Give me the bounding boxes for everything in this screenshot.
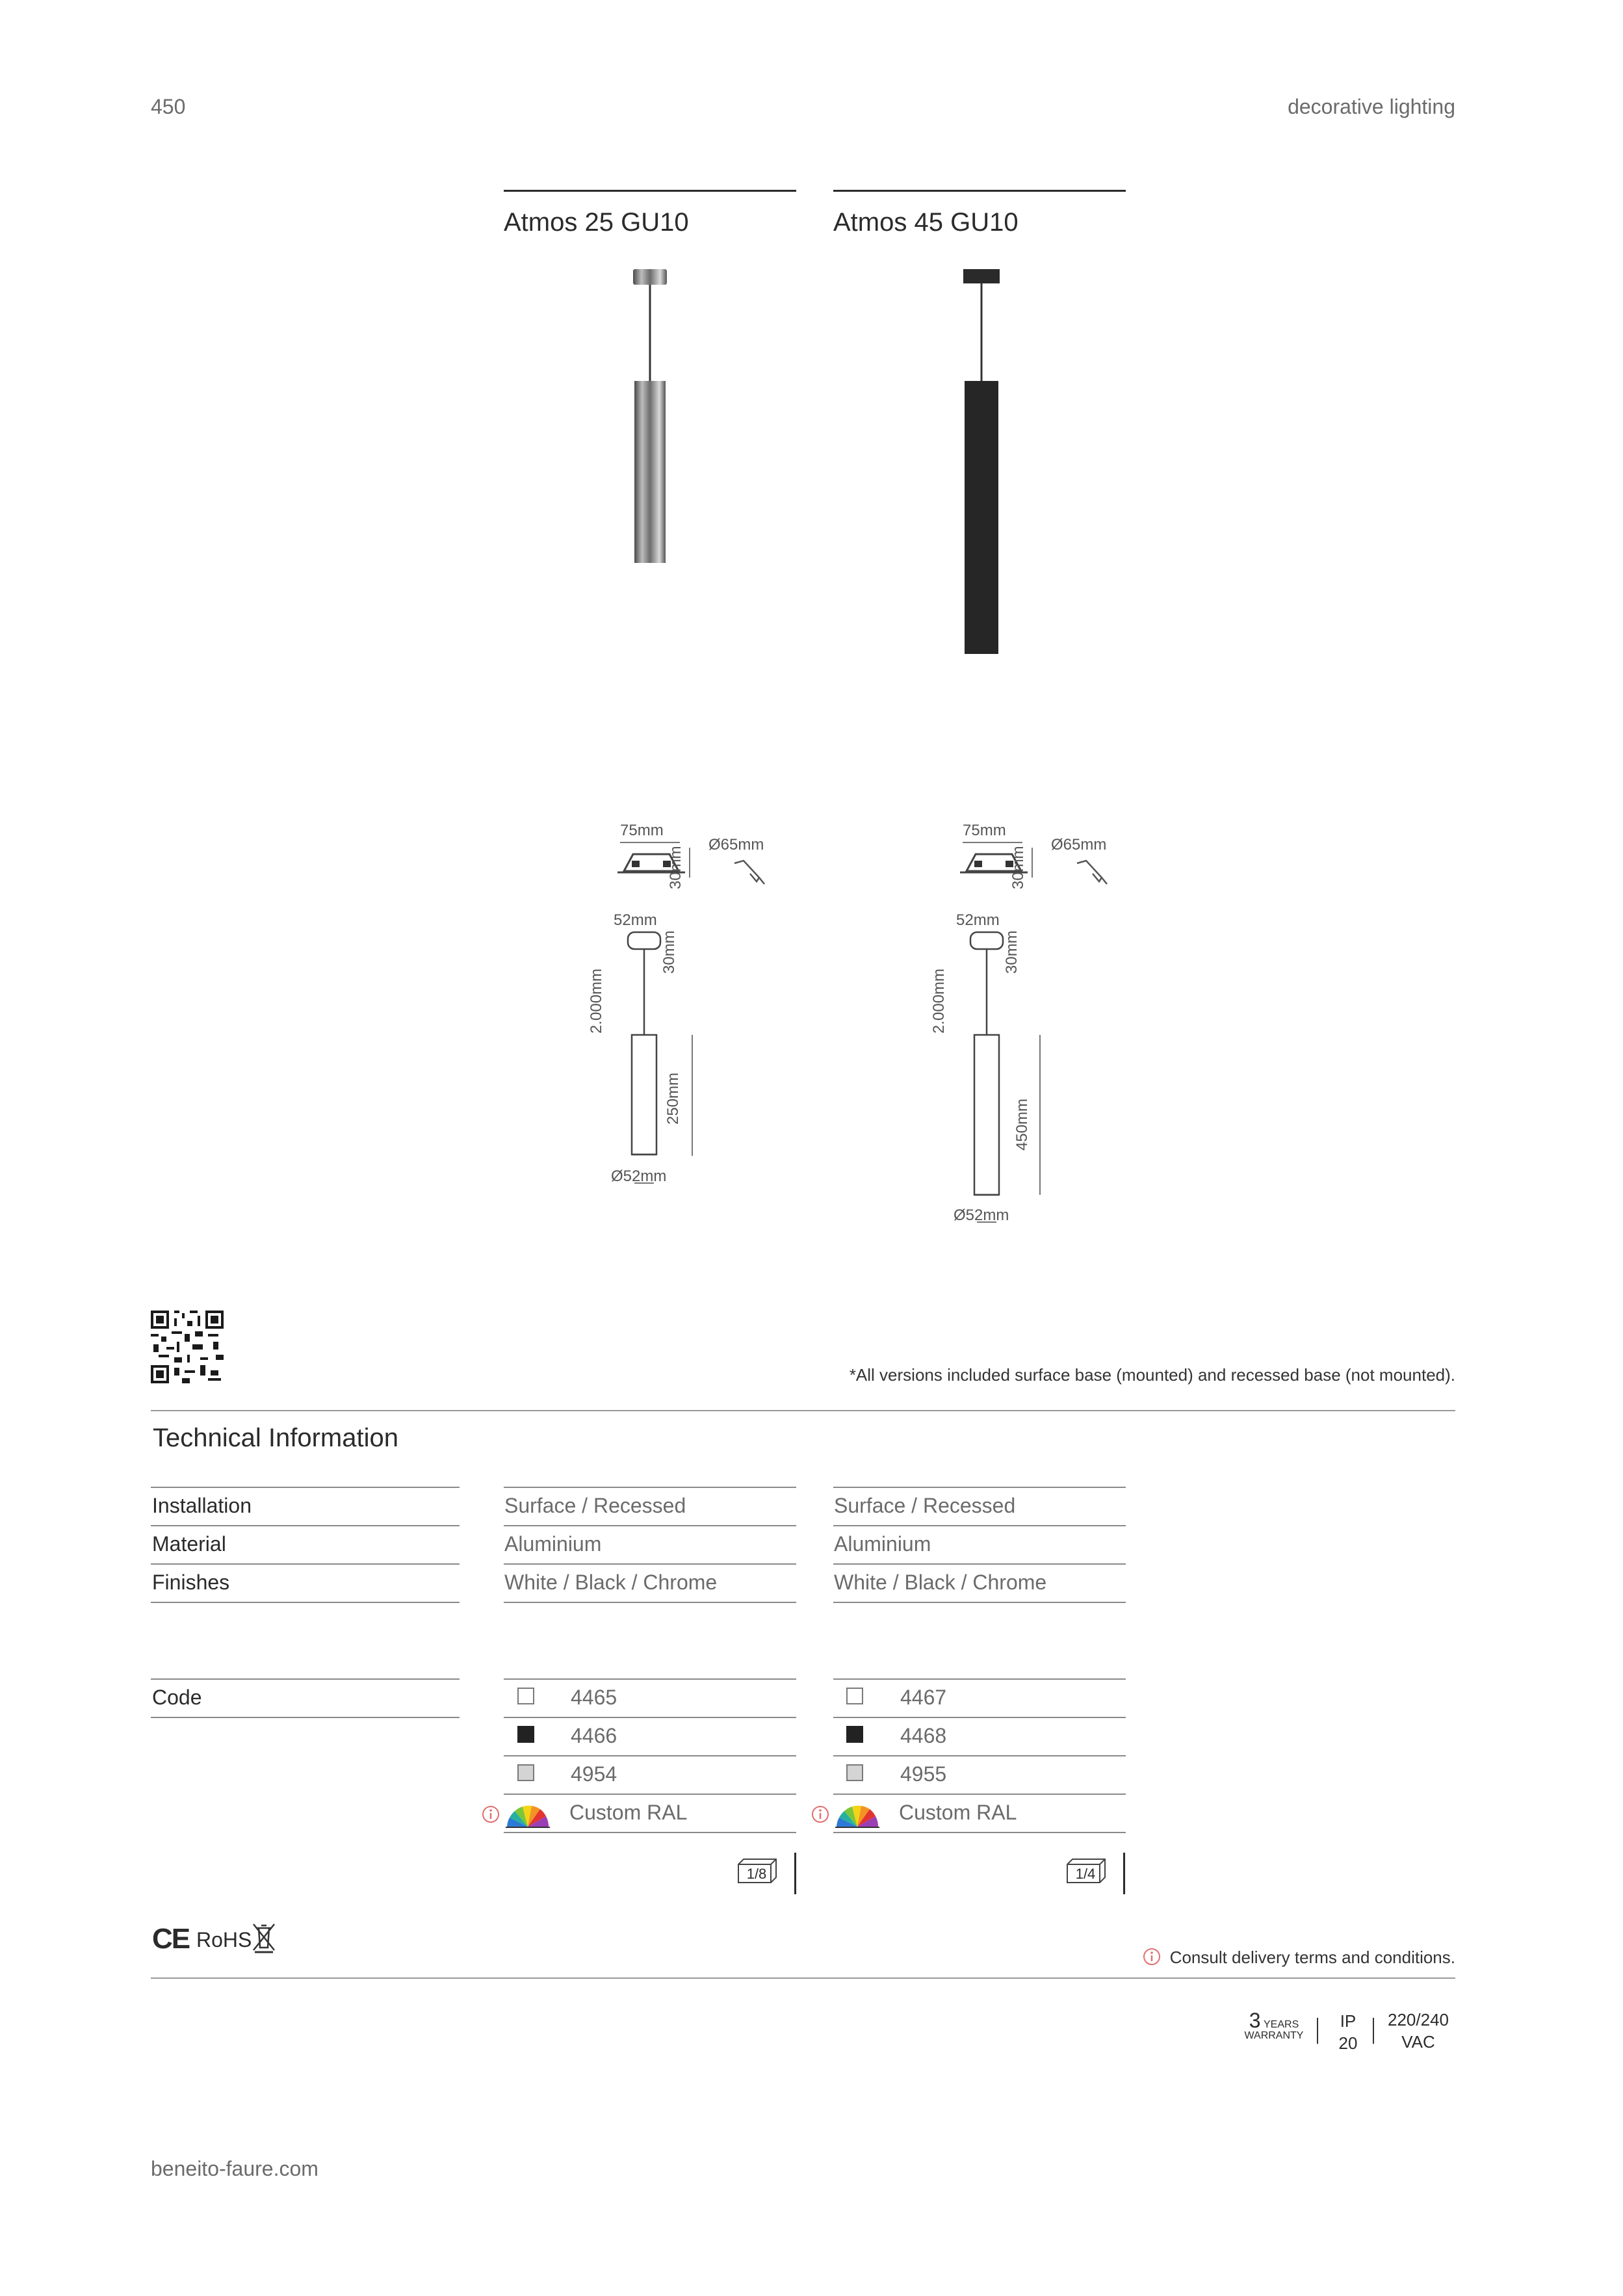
tech-info-title: Technical Information [153,1424,398,1452]
row-rule [504,1487,796,1488]
product-image-black [949,260,1014,663]
dim-body-diameter: Ø52mm [954,1207,1009,1224]
row-rule [151,1487,460,1488]
warranty-badge [1238,2009,1310,2044]
row-rule [504,1717,796,1718]
dim-canopy-width: 52mm [614,911,657,929]
row-rule [833,1678,1126,1680]
info-icon[interactable] [1143,1948,1161,1966]
dim-cutout: Ø65mm [1051,836,1107,854]
versions-note: *All versions included surface base (mounted) and recessed base (not mounted). [849,1365,1455,1385]
section-title: decorative lighting [1288,95,1455,118]
value-material-2: Aluminium [834,1532,931,1556]
code-chrome-1: 4954 [571,1762,617,1786]
row-rule [151,1717,460,1718]
label-material: Material [152,1532,226,1556]
row-rule [504,1832,796,1833]
voltage-rating [1382,2009,1455,2053]
rohs-mark: RoHS [196,1928,252,1951]
voltage-value: 220/240 [1388,2010,1449,2029]
dim-line [689,1035,695,1158]
website-link[interactable]: beneito-faure.com [151,2157,318,2180]
dim-body-length: 250mm [664,1072,682,1125]
row-rule [504,1755,796,1756]
dim-line [1037,1035,1043,1197]
code-white-2: 4467 [900,1686,947,1709]
spring-clip-icon [1073,858,1112,891]
bottom-divider [151,1977,1455,1979]
dim-cutout: Ø65mm [708,836,764,854]
ip-value: 20 [1338,2033,1358,2053]
dimension-drawing-2 [928,813,1188,1268]
value-finishes-1: White / Black / Chrome [504,1571,718,1594]
weee-bin-icon [251,1922,277,1954]
pack-bar [794,1853,796,1894]
row-rule [504,1525,796,1526]
custom-ral-1: Custom RAL [569,1801,688,1824]
dim-base-height: 30mm [1009,846,1027,889]
label-installation: Installation [152,1494,252,1517]
row-rule [833,1602,1126,1603]
pack-bar [1123,1853,1125,1894]
code-chrome-2: 4955 [900,1762,947,1786]
color-fan-icon [834,1801,881,1829]
dim-cable: 2.000mm [588,968,605,1034]
row-rule [833,1563,1126,1565]
dim-body-length: 450mm [1013,1098,1031,1151]
value-installation-2: Surface / Recessed [834,1494,1016,1517]
dim-line [686,848,693,887]
ce-mark: CE [152,1923,190,1955]
section-divider [151,1410,1455,1411]
page-number: 450 [151,95,186,118]
consult-note: Consult delivery terms and conditions. [1169,1948,1455,1967]
info-icon[interactable] [482,1805,500,1823]
row-rule [151,1525,460,1526]
code-black-2: 4468 [900,1724,947,1747]
swatch-chrome [846,1764,863,1781]
code-white-1: 4465 [571,1686,617,1709]
row-rule [833,1794,1126,1795]
dim-canopy-height: 30mm [1003,930,1020,974]
warranty-unit: YEARS [1264,2019,1299,2030]
custom-ral-2: Custom RAL [899,1801,1017,1824]
value-finishes-2: White / Black / Chrome [834,1571,1047,1594]
code-black-1: 4466 [571,1724,617,1747]
swatch-black [517,1726,534,1743]
row-rule [151,1678,460,1680]
warranty-label: WARRANTY [1244,2030,1304,2041]
pack-quantity-1: 1/8 [746,1866,767,1882]
row-rule [504,1563,796,1565]
dimension-drawing-1 [585,813,845,1242]
voltage-unit: VAC [1401,2032,1435,2052]
qr-code[interactable] [151,1311,224,1383]
row-rule [151,1602,460,1603]
value-material-1: Aluminium [504,1532,602,1556]
row-rule [504,1678,796,1680]
row-rule [151,1563,460,1565]
dim-canopy-height: 30mm [660,930,678,974]
dim-canopy-width: 52mm [956,911,1000,929]
info-icon[interactable] [811,1805,829,1823]
label-finishes: Finishes [152,1571,230,1594]
row-rule [833,1525,1126,1526]
warranty-years: 3 [1249,2009,1261,2032]
swatch-chrome [517,1764,534,1781]
row-rule [833,1487,1126,1488]
dim-base-width: 75mm [963,822,1006,839]
label-code: Code [152,1686,202,1709]
ip-label: IP [1340,2011,1357,2031]
row-rule [833,1832,1126,1833]
value-installation-1: Surface / Recessed [504,1494,686,1517]
dim-body-diameter: Ø52mm [611,1168,667,1185]
product-title-1: Atmos 25 GU10 [504,208,689,237]
swatch-black [846,1726,863,1743]
ip-rating [1329,2010,1368,2054]
spec-separator [1373,2018,1374,2044]
row-rule [504,1602,796,1603]
product-image-chrome [617,260,682,572]
pendant-outline-drawing [968,928,1007,1253]
spring-clip-icon [731,858,770,891]
row-rule [833,1755,1126,1756]
title-rule-2 [833,190,1126,192]
swatch-white [846,1688,863,1704]
product-title-2: Atmos 45 GU10 [833,208,1019,237]
dim-line [1029,848,1035,887]
row-rule [504,1794,796,1795]
title-rule-1 [504,190,796,192]
color-fan-icon [504,1801,551,1829]
dim-base-width: 75mm [620,822,664,839]
spec-separator [1317,2018,1318,2044]
swatch-white [517,1688,534,1704]
row-rule [833,1717,1126,1718]
dim-cable: 2.000mm [930,968,948,1034]
pack-quantity-2: 1/4 [1075,1866,1096,1882]
dim-base-height: 30mm [667,846,684,889]
